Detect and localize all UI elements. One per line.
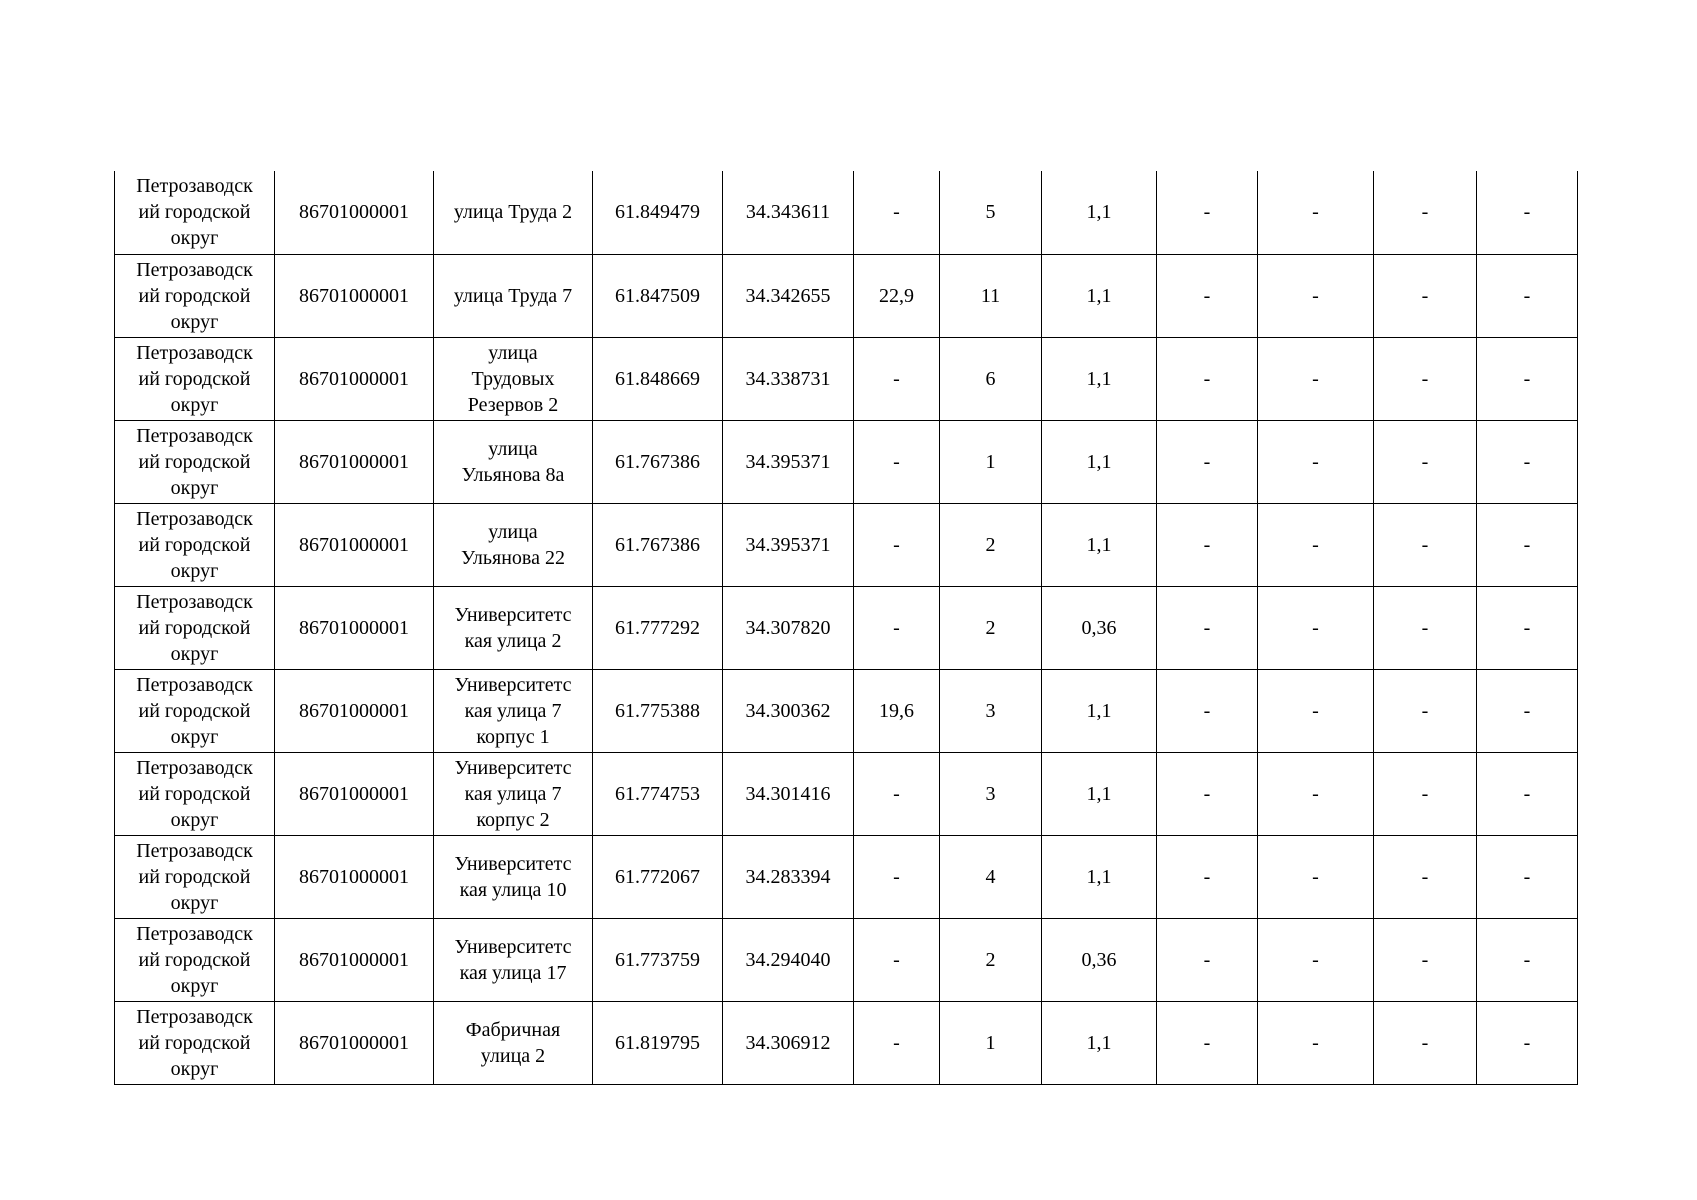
- latitude-cell: 61.767386: [593, 503, 723, 586]
- column-8-cell: 0,36: [1042, 918, 1157, 1001]
- oktmo-code-cell: 86701000001: [275, 337, 434, 420]
- table-row: [115, 171, 1578, 254]
- column-11-cell: -: [1374, 835, 1477, 918]
- longitude-cell: 34.338731: [723, 337, 854, 420]
- table-row: [115, 752, 1578, 835]
- column-6-cell: 19,6: [854, 669, 940, 752]
- column-11-cell: -: [1374, 171, 1477, 254]
- column-8-cell: 1,1: [1042, 752, 1157, 835]
- column-11-cell: -: [1374, 918, 1477, 1001]
- column-6-cell: -: [854, 1001, 940, 1084]
- latitude-cell: 61.774753: [593, 752, 723, 835]
- longitude-cell: 34.283394: [723, 835, 854, 918]
- column-11-cell: -: [1374, 669, 1477, 752]
- latitude-cell: 61.767386: [593, 420, 723, 503]
- column-12-cell: -: [1477, 586, 1578, 669]
- table-row: [115, 586, 1578, 669]
- table-row: [115, 254, 1578, 337]
- table-row: [115, 503, 1578, 586]
- longitude-cell: 34.301416: [723, 752, 854, 835]
- column-12-cell: -: [1477, 420, 1578, 503]
- column-9-cell: -: [1157, 254, 1258, 337]
- column-9-cell: -: [1157, 669, 1258, 752]
- oktmo-code-cell: 86701000001: [275, 835, 434, 918]
- oktmo-code-cell: 86701000001: [275, 586, 434, 669]
- address-cell: Фабричная улица 2: [434, 1001, 593, 1084]
- column-12-cell: -: [1477, 918, 1578, 1001]
- latitude-cell: 61.773759: [593, 918, 723, 1001]
- municipality-cell: Петрозаводск ий городской округ: [115, 752, 275, 835]
- column-12-cell: -: [1477, 1001, 1578, 1084]
- column-7-cell: 6: [940, 337, 1042, 420]
- column-12-cell: -: [1477, 669, 1578, 752]
- table-row: [115, 337, 1578, 420]
- latitude-cell: 61.775388: [593, 669, 723, 752]
- longitude-cell: 34.395371: [723, 420, 854, 503]
- column-6-cell: -: [854, 835, 940, 918]
- longitude-cell: 34.294040: [723, 918, 854, 1001]
- column-6-cell: -: [854, 586, 940, 669]
- column-7-cell: 3: [940, 752, 1042, 835]
- oktmo-code-cell: 86701000001: [275, 254, 434, 337]
- oktmo-code-cell: 86701000001: [275, 669, 434, 752]
- column-7-cell: 1: [940, 1001, 1042, 1084]
- longitude-cell: 34.306912: [723, 1001, 854, 1084]
- column-9-cell: -: [1157, 918, 1258, 1001]
- address-cell: Университетс кая улица 10: [434, 835, 593, 918]
- column-8-cell: 1,1: [1042, 1001, 1157, 1084]
- column-8-cell: 1,1: [1042, 669, 1157, 752]
- column-9-cell: -: [1157, 586, 1258, 669]
- column-6-cell: 22,9: [854, 254, 940, 337]
- table-row: [115, 669, 1578, 752]
- column-7-cell: 2: [940, 918, 1042, 1001]
- latitude-cell: 61.848669: [593, 337, 723, 420]
- column-7-cell: 2: [940, 503, 1042, 586]
- column-6-cell: -: [854, 918, 940, 1001]
- column-8-cell: 1,1: [1042, 254, 1157, 337]
- column-6-cell: -: [854, 171, 940, 254]
- oktmo-code-cell: 86701000001: [275, 1001, 434, 1084]
- address-cell: Университетс кая улица 7 корпус 2: [434, 752, 593, 835]
- column-6-cell: -: [854, 420, 940, 503]
- column-9-cell: -: [1157, 420, 1258, 503]
- column-11-cell: -: [1374, 420, 1477, 503]
- oktmo-code-cell: 86701000001: [275, 752, 434, 835]
- latitude-cell: 61.772067: [593, 835, 723, 918]
- column-9-cell: -: [1157, 1001, 1258, 1084]
- table-row: [115, 420, 1578, 503]
- address-cell: Университетс кая улица 7 корпус 1: [434, 669, 593, 752]
- column-10-cell: -: [1258, 918, 1374, 1001]
- column-8-cell: 1,1: [1042, 171, 1157, 254]
- column-11-cell: -: [1374, 752, 1477, 835]
- municipality-cell: Петрозаводск ий городской округ: [115, 835, 275, 918]
- municipality-cell: Петрозаводск ий городской округ: [115, 254, 275, 337]
- address-cell: улица Ульянова 8а: [434, 420, 593, 503]
- latitude-cell: 61.849479: [593, 171, 723, 254]
- longitude-cell: 34.395371: [723, 503, 854, 586]
- longitude-cell: 34.300362: [723, 669, 854, 752]
- municipality-cell: Петрозаводск ий городской округ: [115, 918, 275, 1001]
- column-9-cell: -: [1157, 171, 1258, 254]
- municipality-cell: Петрозаводск ий городской округ: [115, 420, 275, 503]
- column-10-cell: -: [1258, 669, 1374, 752]
- column-12-cell: -: [1477, 337, 1578, 420]
- column-11-cell: -: [1374, 1001, 1477, 1084]
- address-cell: Университетс кая улица 17: [434, 918, 593, 1001]
- municipality-cell: Петрозаводск ий городской округ: [115, 171, 275, 254]
- table-row: [115, 835, 1578, 918]
- container-sites-table: [114, 171, 1578, 1085]
- table-body: [115, 171, 1578, 1084]
- oktmo-code-cell: 86701000001: [275, 918, 434, 1001]
- column-8-cell: 1,1: [1042, 337, 1157, 420]
- column-10-cell: -: [1258, 752, 1374, 835]
- column-9-cell: -: [1157, 835, 1258, 918]
- column-9-cell: -: [1157, 337, 1258, 420]
- municipality-cell: Петрозаводск ий городской округ: [115, 337, 275, 420]
- column-7-cell: 5: [940, 171, 1042, 254]
- column-12-cell: -: [1477, 503, 1578, 586]
- column-11-cell: -: [1374, 586, 1477, 669]
- column-7-cell: 3: [940, 669, 1042, 752]
- municipality-cell: Петрозаводск ий городской округ: [115, 503, 275, 586]
- latitude-cell: 61.847509: [593, 254, 723, 337]
- column-10-cell: -: [1258, 1001, 1374, 1084]
- column-9-cell: -: [1157, 503, 1258, 586]
- address-cell: улица Трудовых Резервов 2: [434, 337, 593, 420]
- column-10-cell: -: [1258, 586, 1374, 669]
- column-7-cell: 11: [940, 254, 1042, 337]
- column-10-cell: -: [1258, 337, 1374, 420]
- municipality-cell: Петрозаводск ий городской округ: [115, 669, 275, 752]
- address-cell: улица Труда 7: [434, 254, 593, 337]
- municipality-cell: Петрозаводск ий городской округ: [115, 1001, 275, 1084]
- column-10-cell: -: [1258, 171, 1374, 254]
- column-10-cell: -: [1258, 254, 1374, 337]
- municipality-cell: Петрозаводск ий городской округ: [115, 586, 275, 669]
- column-11-cell: -: [1374, 503, 1477, 586]
- column-11-cell: -: [1374, 254, 1477, 337]
- table-row: [115, 1001, 1578, 1084]
- address-cell: Университетс кая улица 2: [434, 586, 593, 669]
- column-11-cell: -: [1374, 337, 1477, 420]
- column-7-cell: 4: [940, 835, 1042, 918]
- column-9-cell: -: [1157, 752, 1258, 835]
- latitude-cell: 61.819795: [593, 1001, 723, 1084]
- column-8-cell: 1,1: [1042, 835, 1157, 918]
- oktmo-code-cell: 86701000001: [275, 420, 434, 503]
- column-12-cell: -: [1477, 835, 1578, 918]
- column-6-cell: -: [854, 503, 940, 586]
- oktmo-code-cell: 86701000001: [275, 171, 434, 254]
- column-6-cell: -: [854, 337, 940, 420]
- longitude-cell: 34.342655: [723, 254, 854, 337]
- address-cell: улица Ульянова 22: [434, 503, 593, 586]
- column-8-cell: 1,1: [1042, 503, 1157, 586]
- column-10-cell: -: [1258, 503, 1374, 586]
- longitude-cell: 34.307820: [723, 586, 854, 669]
- latitude-cell: 61.777292: [593, 586, 723, 669]
- column-7-cell: 2: [940, 586, 1042, 669]
- address-cell: улица Труда 2: [434, 171, 593, 254]
- column-6-cell: -: [854, 752, 940, 835]
- column-8-cell: 1,1: [1042, 420, 1157, 503]
- column-7-cell: 1: [940, 420, 1042, 503]
- column-10-cell: -: [1258, 420, 1374, 503]
- column-12-cell: -: [1477, 254, 1578, 337]
- table-row: [115, 918, 1578, 1001]
- oktmo-code-cell: 86701000001: [275, 503, 434, 586]
- longitude-cell: 34.343611: [723, 171, 854, 254]
- column-12-cell: -: [1477, 171, 1578, 254]
- column-12-cell: -: [1477, 752, 1578, 835]
- column-10-cell: -: [1258, 835, 1374, 918]
- column-8-cell: 0,36: [1042, 586, 1157, 669]
